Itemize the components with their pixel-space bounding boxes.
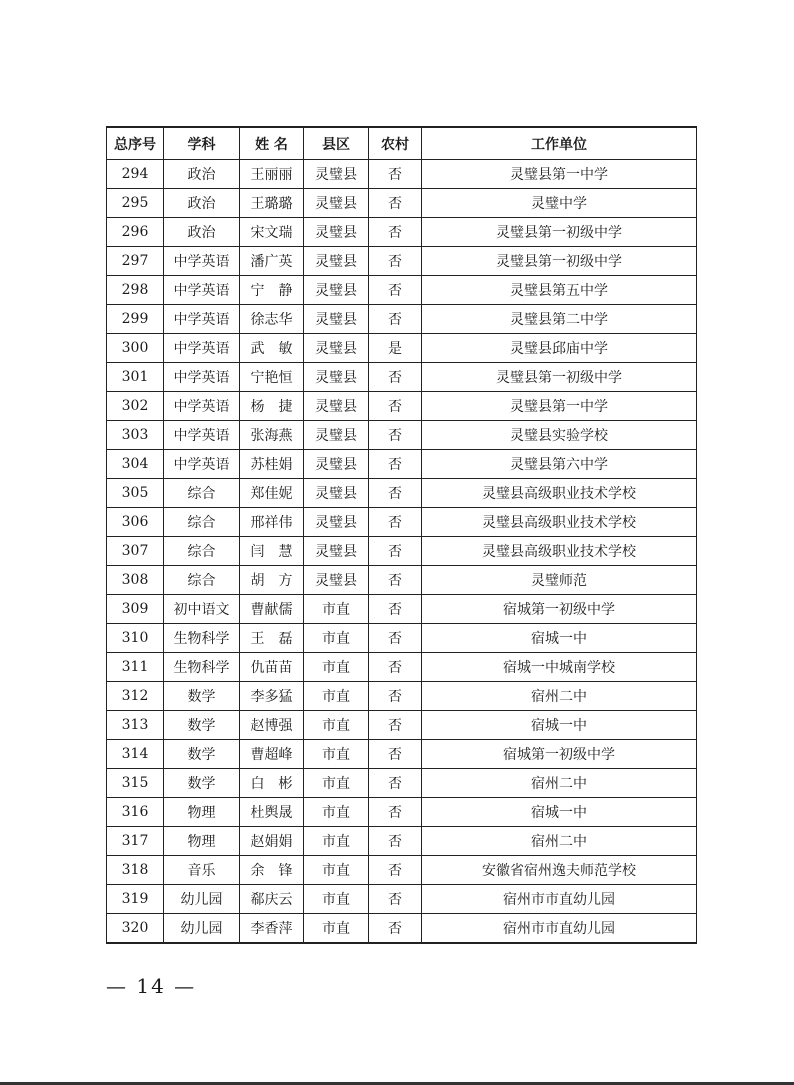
name-cell: 闫 慧	[240, 537, 304, 566]
table-row	[107, 769, 697, 798]
workplace-cell: 灵璧中学	[422, 189, 697, 218]
name-cell: 宁艳恒	[240, 363, 304, 392]
subject-cell: 政治	[164, 189, 240, 218]
table-row	[107, 682, 697, 711]
name-cell: 白 彬	[240, 769, 304, 798]
workplace-cell: 安徽省宿州逸夫师范学校	[422, 856, 697, 885]
workplace-cell: 灵璧县第一中学	[422, 160, 697, 189]
table-row	[107, 160, 697, 189]
county-cell: 市直	[304, 682, 369, 711]
county-cell: 市直	[304, 827, 369, 856]
rural-cell: 否	[369, 653, 422, 682]
county-cell: 市直	[304, 711, 369, 740]
county-cell: 市直	[304, 653, 369, 682]
subject-cell: 中学英语	[164, 334, 240, 363]
county-cell: 市直	[304, 624, 369, 653]
serial-cell: 300	[107, 334, 164, 363]
table-row	[107, 914, 697, 944]
rural-cell: 否	[369, 160, 422, 189]
serial-cell: 316	[107, 798, 164, 827]
table-row	[107, 653, 697, 682]
rural-cell: 否	[369, 740, 422, 769]
serial-cell: 305	[107, 479, 164, 508]
workplace-cell: 灵璧县第一初级中学	[422, 363, 697, 392]
column-header-subject: 学科	[164, 127, 240, 160]
rural-cell: 否	[369, 247, 422, 276]
table-row	[107, 798, 697, 827]
table-header-row	[107, 127, 697, 160]
serial-cell: 295	[107, 189, 164, 218]
table-row	[107, 363, 697, 392]
rural-cell: 否	[369, 421, 422, 450]
rural-cell: 否	[369, 856, 422, 885]
subject-cell: 中学英语	[164, 305, 240, 334]
workplace-cell: 宿城第一初级中学	[422, 595, 697, 624]
workplace-cell: 灵璧县第一中学	[422, 392, 697, 421]
name-cell: 郗庆云	[240, 885, 304, 914]
serial-cell: 307	[107, 537, 164, 566]
subject-cell: 幼儿园	[164, 885, 240, 914]
county-cell: 灵璧县	[304, 450, 369, 479]
page-number: — 14 —	[106, 974, 197, 998]
table-row	[107, 537, 697, 566]
table-row	[107, 827, 697, 856]
name-cell: 余 锋	[240, 856, 304, 885]
county-cell: 市直	[304, 595, 369, 624]
rural-cell: 否	[369, 450, 422, 479]
name-cell: 张海燕	[240, 421, 304, 450]
subject-cell: 数学	[164, 711, 240, 740]
subject-cell: 音乐	[164, 856, 240, 885]
roster-table	[106, 126, 697, 944]
name-cell: 邢祥伟	[240, 508, 304, 537]
workplace-cell: 宿州二中	[422, 827, 697, 856]
rural-cell: 是	[369, 334, 422, 363]
rural-cell: 否	[369, 189, 422, 218]
name-cell: 仇苗苗	[240, 653, 304, 682]
workplace-cell: 灵璧县第一初级中学	[422, 247, 697, 276]
table-row	[107, 566, 697, 595]
subject-cell: 中学英语	[164, 363, 240, 392]
county-cell: 灵璧县	[304, 508, 369, 537]
county-cell: 灵璧县	[304, 363, 369, 392]
serial-cell: 294	[107, 160, 164, 189]
subject-cell: 生物科学	[164, 653, 240, 682]
county-cell: 灵璧县	[304, 537, 369, 566]
rural-cell: 否	[369, 392, 422, 421]
workplace-cell: 宿城一中城南学校	[422, 653, 697, 682]
name-cell: 王璐璐	[240, 189, 304, 218]
rural-cell: 否	[369, 218, 422, 247]
serial-cell: 302	[107, 392, 164, 421]
table-row	[107, 508, 697, 537]
table-row	[107, 885, 697, 914]
serial-cell: 313	[107, 711, 164, 740]
county-cell: 灵璧县	[304, 566, 369, 595]
county-cell: 灵璧县	[304, 392, 369, 421]
workplace-cell: 灵璧县邱庙中学	[422, 334, 697, 363]
rural-cell: 否	[369, 276, 422, 305]
subject-cell: 物理	[164, 827, 240, 856]
subject-cell: 物理	[164, 798, 240, 827]
workplace-cell: 灵璧县高级职业技术学校	[422, 537, 697, 566]
rural-cell: 否	[369, 305, 422, 334]
county-cell: 灵璧县	[304, 218, 369, 247]
table-row	[107, 218, 697, 247]
rural-cell: 否	[369, 624, 422, 653]
rural-cell: 否	[369, 537, 422, 566]
serial-cell: 301	[107, 363, 164, 392]
county-cell: 灵璧县	[304, 421, 369, 450]
subject-cell: 政治	[164, 160, 240, 189]
serial-cell: 311	[107, 653, 164, 682]
serial-cell: 308	[107, 566, 164, 595]
name-cell: 曹超峰	[240, 740, 304, 769]
workplace-cell: 宿城第一初级中学	[422, 740, 697, 769]
county-cell: 灵璧县	[304, 189, 369, 218]
subject-cell: 中学英语	[164, 421, 240, 450]
workplace-cell: 灵璧县高级职业技术学校	[422, 508, 697, 537]
subject-cell: 数学	[164, 740, 240, 769]
subject-cell: 幼儿园	[164, 914, 240, 944]
table-row	[107, 189, 697, 218]
table-row	[107, 305, 697, 334]
table-body	[107, 160, 697, 944]
table-row	[107, 247, 697, 276]
subject-cell: 初中语文	[164, 595, 240, 624]
county-cell: 市直	[304, 885, 369, 914]
table-row	[107, 450, 697, 479]
rural-cell: 否	[369, 363, 422, 392]
county-cell: 灵璧县	[304, 305, 369, 334]
workplace-cell: 宿城一中	[422, 624, 697, 653]
rural-cell: 否	[369, 711, 422, 740]
column-header-workplace: 工作单位	[422, 127, 697, 160]
subject-cell: 综合	[164, 508, 240, 537]
table-row	[107, 479, 697, 508]
serial-cell: 310	[107, 624, 164, 653]
name-cell: 杨 捷	[240, 392, 304, 421]
subject-cell: 政治	[164, 218, 240, 247]
column-header-name: 姓 名	[240, 127, 304, 160]
county-cell: 灵璧县	[304, 160, 369, 189]
workplace-cell: 宿州市市直幼儿园	[422, 885, 697, 914]
name-cell: 杜舆晟	[240, 798, 304, 827]
serial-cell: 315	[107, 769, 164, 798]
county-cell: 灵璧县	[304, 276, 369, 305]
serial-cell: 320	[107, 914, 164, 944]
serial-cell: 309	[107, 595, 164, 624]
county-cell: 市直	[304, 856, 369, 885]
table-row	[107, 334, 697, 363]
subject-cell: 数学	[164, 682, 240, 711]
name-cell: 郑佳妮	[240, 479, 304, 508]
name-cell: 王丽丽	[240, 160, 304, 189]
county-cell: 市直	[304, 769, 369, 798]
county-cell: 市直	[304, 914, 369, 944]
serial-cell: 297	[107, 247, 164, 276]
serial-cell: 303	[107, 421, 164, 450]
name-cell: 李多猛	[240, 682, 304, 711]
workplace-cell: 宿城一中	[422, 798, 697, 827]
table-row	[107, 392, 697, 421]
subject-cell: 数学	[164, 769, 240, 798]
name-cell: 赵博强	[240, 711, 304, 740]
table-row	[107, 711, 697, 740]
name-cell: 赵娟娟	[240, 827, 304, 856]
table-row	[107, 595, 697, 624]
table-row	[107, 276, 697, 305]
workplace-cell: 宿州二中	[422, 682, 697, 711]
serial-cell: 304	[107, 450, 164, 479]
rural-cell: 否	[369, 769, 422, 798]
subject-cell: 生物科学	[164, 624, 240, 653]
name-cell: 李香萍	[240, 914, 304, 944]
name-cell: 宋文瑞	[240, 218, 304, 247]
workplace-cell: 灵璧县实验学校	[422, 421, 697, 450]
serial-cell: 298	[107, 276, 164, 305]
name-cell: 潘广英	[240, 247, 304, 276]
subject-cell: 中学英语	[164, 247, 240, 276]
name-cell: 宁 静	[240, 276, 304, 305]
subject-cell: 综合	[164, 537, 240, 566]
workplace-cell: 灵璧县第二中学	[422, 305, 697, 334]
workplace-cell: 灵璧县高级职业技术学校	[422, 479, 697, 508]
workplace-cell: 灵璧县第六中学	[422, 450, 697, 479]
serial-cell: 319	[107, 885, 164, 914]
county-cell: 市直	[304, 740, 369, 769]
rural-cell: 否	[369, 827, 422, 856]
name-cell: 王 磊	[240, 624, 304, 653]
column-header-county: 县区	[304, 127, 369, 160]
rural-cell: 否	[369, 682, 422, 711]
subject-cell: 中学英语	[164, 392, 240, 421]
rural-cell: 否	[369, 479, 422, 508]
workplace-cell: 宿州二中	[422, 769, 697, 798]
serial-cell: 306	[107, 508, 164, 537]
table-row	[107, 624, 697, 653]
rural-cell: 否	[369, 914, 422, 944]
serial-cell: 299	[107, 305, 164, 334]
name-cell: 胡 方	[240, 566, 304, 595]
serial-cell: 312	[107, 682, 164, 711]
county-cell: 市直	[304, 798, 369, 827]
rural-cell: 否	[369, 885, 422, 914]
county-cell: 灵璧县	[304, 334, 369, 363]
workplace-cell: 灵璧县第五中学	[422, 276, 697, 305]
name-cell: 武 敏	[240, 334, 304, 363]
column-header-rural: 农村	[369, 127, 422, 160]
name-cell: 苏桂娟	[240, 450, 304, 479]
serial-cell: 296	[107, 218, 164, 247]
rural-cell: 否	[369, 798, 422, 827]
county-cell: 灵璧县	[304, 247, 369, 276]
serial-cell: 314	[107, 740, 164, 769]
workplace-cell: 宿州市市直幼儿园	[422, 914, 697, 944]
table-row	[107, 740, 697, 769]
table-row	[107, 421, 697, 450]
serial-cell: 317	[107, 827, 164, 856]
subject-cell: 综合	[164, 566, 240, 595]
subject-cell: 中学英语	[164, 450, 240, 479]
column-header-serial: 总序号	[107, 127, 164, 160]
subject-cell: 综合	[164, 479, 240, 508]
county-cell: 灵璧县	[304, 479, 369, 508]
serial-cell: 318	[107, 856, 164, 885]
table-row	[107, 856, 697, 885]
subject-cell: 中学英语	[164, 276, 240, 305]
workplace-cell: 灵璧师范	[422, 566, 697, 595]
name-cell: 徐志华	[240, 305, 304, 334]
rural-cell: 否	[369, 508, 422, 537]
rural-cell: 否	[369, 566, 422, 595]
name-cell: 曹献儒	[240, 595, 304, 624]
workplace-cell: 宿城一中	[422, 711, 697, 740]
rural-cell: 否	[369, 595, 422, 624]
workplace-cell: 灵璧县第一初级中学	[422, 218, 697, 247]
